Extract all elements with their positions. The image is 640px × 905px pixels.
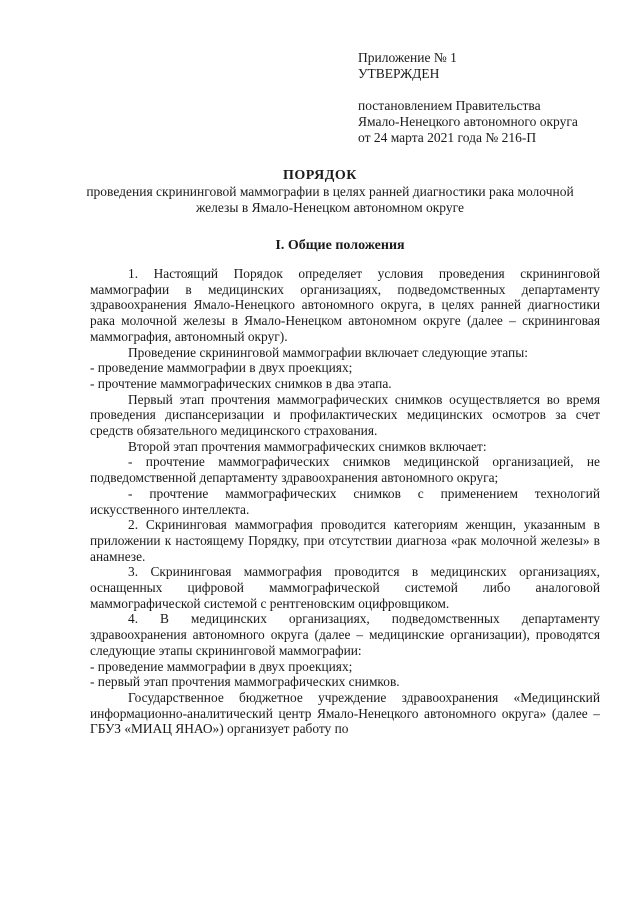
document-subtitle: проведения скрининговой маммографии в целях ранней диагностики рака молочной железы в Ямало-Ненецком автономном округе [86,184,574,215]
section-body [90,266,600,737]
paragraph: Первый этап прочтения маммографических снимков осуществляется во время проведения диспансеризации и профилактических медицинских осмотров за счет средств обязательного медицинского страхования. [90,391,600,439]
approved-label: УТВЕРЖДЕН [358,66,440,81]
resolution-line-3: от 24 марта 2021 года № 216-П [358,130,537,145]
list-item: - прочтение маммографических снимков в два этапа. [90,375,392,391]
resolution-line-2: Ямало-Ненецкого автономного округа [358,114,578,129]
list-item: - прочтение маммографических снимков медицинской организацией, не подведомственной департаменту здравоохранения автономного округа; [90,454,600,486]
list-item: - проведение маммографии в двух проекциях; [90,360,353,376]
paragraph: 1. Настоящий Порядок определяет условия проведения скрининговой маммографии в медицинских организациях, подведомственных департаменту здравоохранения Ямало-Ненецкого автономного округа, в целях ранней диагностики рака молочной железы в Ямало-Ненецком автономном округе (далее – скрининговая маммография, автономный округ). [90,266,600,344]
document-title: ПОРЯДОК [283,168,357,183]
list-item: - первый этап прочтения маммографических снимков. [90,674,400,690]
paragraph: Второй этап прочтения маммографических снимков включает: [128,438,487,454]
resolution-line-1: постановлением Правительства [358,98,541,113]
approval-header [358,50,618,146]
paragraph: Государственное бюджетное учреждение здравоохранения «Медицинский информационно-аналитический центр Ямало-Ненецкого автономного округа» (далее – ГБУЗ «МИАЦ ЯНАО») организует работу по [90,689,600,737]
paragraph: 4. В медицинских организациях, подведомственных департаменту здравоохранения автономного округа (далее – медицинские организации), проводятся следующие этапы скрининговой маммографии: [90,611,600,658]
paragraph: 3. Скрининговая маммография проводится в медицинских организациях, оснащенных цифровой маммографической системой либо аналоговой маммографической системой с рентгеновским оцифровщиком. [90,564,600,611]
paragraph: 2. Скрининговая маммография проводится категориям женщин, указанным в приложении к настоящему Порядку, при отсутствии диагноза «рак молочной железы» в анамнезе. [90,517,600,564]
appendix-label: Приложение № 1 [358,50,457,65]
list-item: - проведение маммографии в двух проекциях; [90,658,353,674]
section-heading: I. Общие положения [275,238,405,253]
list-item: - прочтение маммографических снимков с применением технологий искусственного интеллекта. [90,485,600,517]
paragraph: Проведение скрининговой маммографии включает следующие этапы: [128,344,528,360]
